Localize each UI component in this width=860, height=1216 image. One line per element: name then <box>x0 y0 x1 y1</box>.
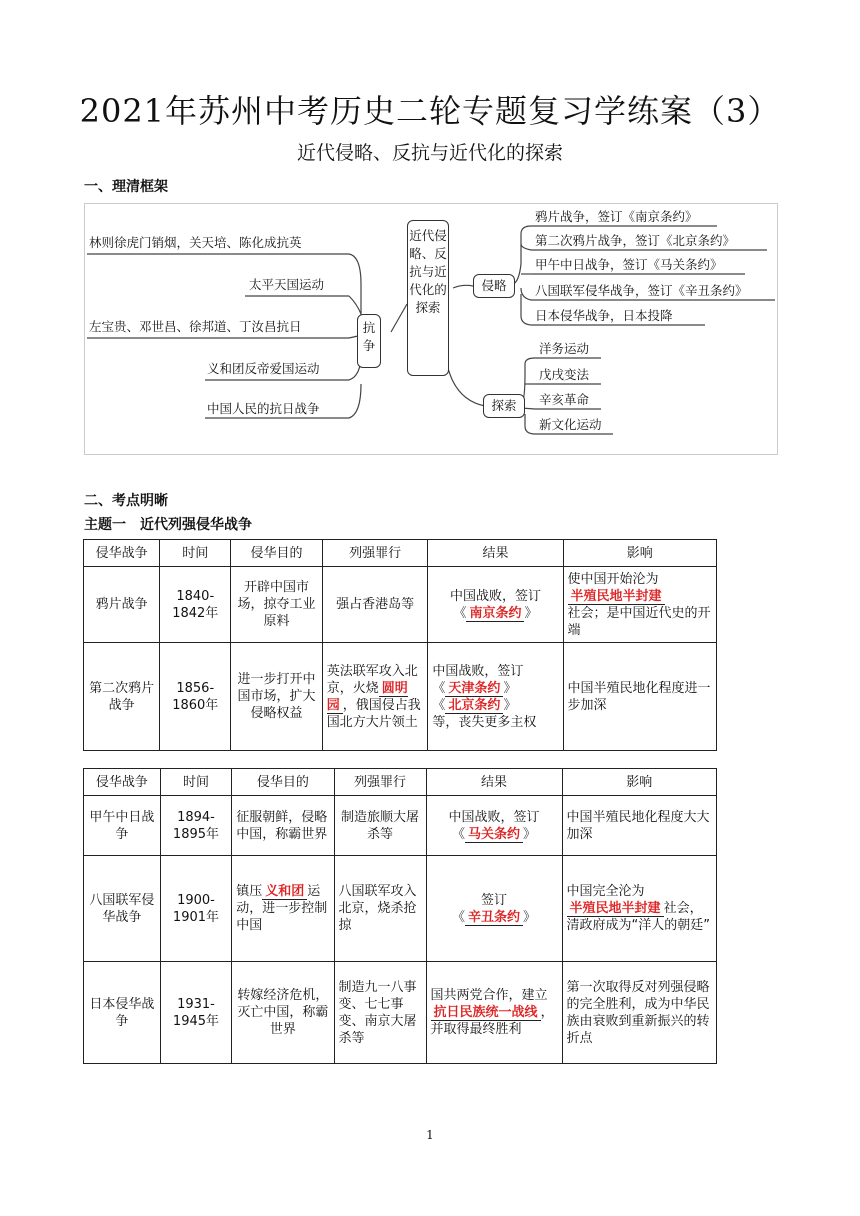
header-goal: 侵华目的 <box>232 769 334 796</box>
resist-node: 抗争 <box>357 314 381 368</box>
cell-crime: 制造九一八事变、七七事变、南京大屠杀等 <box>334 962 426 1064</box>
answer-blank: 马关条约 <box>465 827 523 843</box>
page-number: 1 <box>426 1128 434 1142</box>
cell-result: 中国战败，签订 《 天津条约 》 《 北京条约 》 等，丧失更多主权 <box>428 643 563 751</box>
crime-text: ，俄国侵占我国北方大片领土 <box>326 697 421 730</box>
answer-blank: 半殖民地半封建 <box>568 589 665 605</box>
header-goal: 侵华目的 <box>231 540 322 567</box>
mind-map <box>84 203 778 455</box>
invade-item-2: 第二次鸦片战争，签订《北京条约》 <box>535 233 736 248</box>
header-war: 侵华战争 <box>84 769 161 796</box>
answer-blank: 辛丑条约 <box>465 910 523 926</box>
topic-heading: 主题一 近代列强侵华战争 <box>84 517 252 533</box>
cell-time: 1931-1945年 <box>160 962 232 1064</box>
cell-influence: 第一次取得反对列强侵略的完全胜利，成为中华民族由衰败到重新振兴的转折点 <box>562 962 716 1064</box>
cell-war: 甲午中日战争 <box>84 796 161 856</box>
explore-item-4: 新文化运动 <box>539 417 602 432</box>
result-text: 中国战败，签订 <box>432 663 524 679</box>
cell-time: 1900-1901年 <box>160 856 232 962</box>
invade-node: 侵略 <box>473 274 515 298</box>
war-table-1 <box>83 539 717 751</box>
answer-blank: 北京条约 <box>445 698 503 714</box>
header-result: 结果 <box>426 769 562 796</box>
answer-blank: 义和团 <box>262 884 307 900</box>
influence-text: 中国完全沦为 <box>566 884 645 899</box>
page-subtitle: 近代侵略、反抗与近代化的探索 <box>296 142 563 164</box>
invade-item-5: 日本侵华战争，日本投降 <box>535 308 673 323</box>
header-crime: 列强罪行 <box>334 769 426 796</box>
result-text: 签订 <box>481 892 508 908</box>
cell-goal <box>232 856 334 962</box>
header-influence: 影响 <box>562 769 716 796</box>
cell-result: 中国战败，签订 《 马关条约 》 <box>426 796 562 856</box>
resist-item-2: 太平天国运动 <box>249 277 325 292</box>
header-time: 时间 <box>160 540 231 567</box>
cell-influence <box>563 567 716 643</box>
explore-node: 探索 <box>483 394 525 418</box>
answer-blank: 圆明园 <box>326 680 408 713</box>
cell-result <box>426 962 562 1064</box>
goal-text: 镇压 <box>236 884 263 899</box>
result-text: 等，丧失更多主权 <box>432 714 537 730</box>
invade-item-3: 甲午中日战争，签订《马关条约》 <box>535 257 723 272</box>
cell-time: 1840-1842年 <box>160 567 231 643</box>
table-row <box>84 567 717 643</box>
header-crime: 列强罪行 <box>322 540 428 567</box>
result-text: ，并取得最终胜利 <box>430 1005 554 1037</box>
cell-war: 日本侵华战争 <box>84 962 161 1064</box>
table-row <box>84 962 717 1064</box>
cell-war: 鸦片战争 <box>84 567 160 643</box>
cell-goal: 征服朝鲜，侵略中国，称霸世界 <box>232 796 334 856</box>
answer-blank: 半殖民地半封建 <box>567 901 664 917</box>
cell-crime <box>322 643 428 751</box>
resist-item-3: 左宝贵、邓世昌、徐邦道、丁汝昌抗日 <box>89 319 302 334</box>
section-heading-framework: 一、理清框架 <box>84 179 168 195</box>
table-row <box>84 856 717 962</box>
cell-crime: 制造旅顺大屠杀等 <box>334 796 426 856</box>
cell-time: 1856-1860年 <box>160 643 231 751</box>
answer-blank: 天津条约 <box>445 681 503 697</box>
cell-goal: 转嫁经济危机，灭亡中国，称霸世界 <box>232 962 334 1064</box>
cell-time: 1894-1895年 <box>160 796 232 856</box>
header-influence: 影响 <box>563 540 716 567</box>
war-table-2 <box>83 768 717 1064</box>
goal-text: 运动，进一步控制中国 <box>236 884 328 933</box>
crime-text: 英法联军攻入北京，火烧 <box>326 663 418 696</box>
cell-influence <box>562 856 716 962</box>
result-text: 国共两党合作，建立 <box>430 988 548 1003</box>
header-war: 侵华战争 <box>84 540 160 567</box>
answer-blank: 南京条约 <box>466 606 524 622</box>
cell-crime: 强占香港岛等 <box>322 567 428 643</box>
table-row <box>84 643 717 751</box>
cell-goal: 进一步打开中国市场，扩大侵略权益 <box>231 643 322 751</box>
center-node: 近代侵略、反抗与近代化的探索 <box>407 220 449 376</box>
resist-item-4: 义和团反帝爱国运动 <box>207 361 320 376</box>
header-time: 时间 <box>160 769 232 796</box>
header-result: 结果 <box>428 540 563 567</box>
resist-item-1: 林则徐虎门销烟，关天培、陈化成抗英 <box>89 235 302 250</box>
invade-item-4: 八国联军侵华战争，签订《辛丑条约》 <box>535 283 748 298</box>
cell-crime: 八国联军攻入北京，烧杀抢掠 <box>334 856 426 962</box>
page-title: 2021年苏州中考历史二轮专题复习学练案（3） <box>79 92 781 130</box>
result-text: 中国战败，签订 <box>449 588 541 604</box>
explore-item-1: 洋务运动 <box>539 341 590 356</box>
influence-text: 社会，清政府成为“洋人的朝廷” <box>566 901 711 933</box>
table-header-row <box>84 540 717 567</box>
cell-influence: 中国半殖民地化程度进一步加深 <box>563 643 716 751</box>
influence-text: 社会；是中国近代史的开端 <box>567 605 711 638</box>
cell-war: 八国联军侵华战争 <box>84 856 161 962</box>
result-text: 中国战败，签订 <box>448 809 540 825</box>
resist-item-5: 中国人民的抗日战争 <box>207 401 320 416</box>
cell-result: 中国战败，签订 《 南京条约 》 <box>428 567 563 643</box>
influence-text: 使中国开始沦为 <box>567 571 659 587</box>
table-row <box>84 796 717 856</box>
invade-item-1: 鸦片战争，签订《南京条约》 <box>535 209 698 224</box>
cell-war: 第二次鸦片战争 <box>84 643 160 751</box>
cell-result: 签订 《 辛丑条约 》 <box>426 856 562 962</box>
explore-item-3: 辛亥革命 <box>539 392 590 407</box>
answer-blank: 抗日民族统一战线 <box>431 1005 541 1021</box>
cell-goal: 开辟中国市场，掠夺工业原料 <box>231 567 322 643</box>
cell-influence: 中国半殖民地化程度大大加深 <box>562 796 716 856</box>
explore-item-2: 戊戌变法 <box>539 367 590 382</box>
table-header-row <box>84 769 717 796</box>
section-heading-points: 二、考点明晰 <box>84 493 168 509</box>
